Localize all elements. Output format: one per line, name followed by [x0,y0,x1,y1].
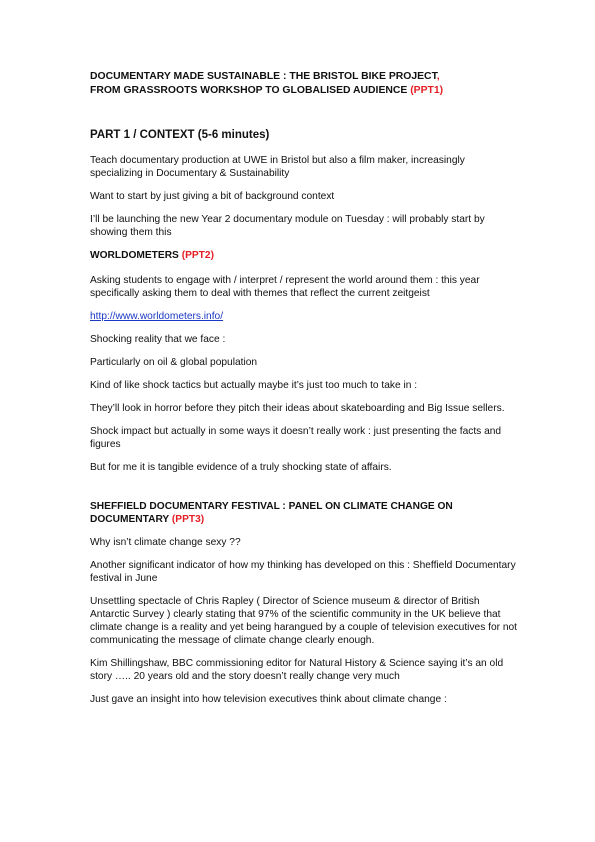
paragraph-shillingshaw: Kim Shillingshaw, BBC commissioning editor for Natural History & Science saying it’s an old story ….. 20 years old and the story doesn’t really change very much [90,658,504,682]
section-sheffield-title-line1: SHEFFIELD DOCUMENTARY FESTIVAL : PANEL ON CLIMATE CHANGE ON [90,501,453,512]
paragraph-background: Want to start by just giving a bit of background context [90,191,335,202]
paragraph-shocking: Shocking reality that we face : [90,334,226,345]
worldometers-link[interactable]: http://www.worldometers.info/ [90,311,224,322]
title-line1: DOCUMENTARY MADE SUSTAINABLE : THE BRISTOL BIKE PROJECT [90,71,437,82]
part-heading: PART 1 / CONTEXT (5-6 minutes) [90,129,270,141]
paragraph-impact: Shock impact but actually in some ways it doesn’t really work : just presenting the facts and figures [90,426,502,450]
paragraph-insight: Just gave an insight into how television executives think about climate change : [90,694,447,705]
paragraph-students: Asking students to engage with / interpret / represent the world around them : this year specifically asking them to deal with themes that reflect the current zeitgeist [90,275,480,299]
section-sheffield-heading [90,500,520,526]
paragraph-evidence: But for me it is tangible evidence of a truly shocking state of affairs. [90,462,392,473]
section-sheffield-title-line2: DOCUMENTARY [90,514,170,525]
section-worldometers-title: WORLDOMETERS [90,250,179,261]
section-worldometers-heading [90,249,520,262]
paragraph-horror: They’ll look in horror before they pitch their ideas about skateboarding and Big Issue sellers. [90,403,505,414]
paragraph-intro: Teach documentary production at UWE in Bristol but also a film maker, increasingly specializing in Documentary & Sustainability [90,155,465,179]
paragraph-climate-sexy: Why isn’t climate change sexy ?? [90,537,241,548]
section-sheffield-tag: (PPT3) [171,514,205,525]
document-title [90,70,520,98]
title-comma: , [436,71,440,82]
document-body [90,70,520,706]
paragraph-shock-tactics: Kind of like shock tactics but actually maybe it’s just too much to take in : [90,380,418,391]
paragraph-rapley: Unsettling spectacle of Chris Rapley ( Director of Science museum & director of British Antarctic Survey ) clearly stating that 97% of the scientific community in the UK believe that climate change is a reality and yet being harangued by a couple of television executives for not communicating the message of climate change clearly enough. [90,596,518,646]
paragraph-indicator: Another significant indicator of how my thinking has developed on this : Sheffield Documentary festival in June [90,560,516,584]
title-slide-tag: (PPT1) [410,85,444,96]
paragraph-oil: Particularly on oil & global population [90,357,258,368]
paragraph-module: I’ll be launching the new Year 2 documentary module on Tuesday : will probably start by showing them this [90,214,485,238]
section-worldometers-tag: (PPT2) [181,250,214,261]
title-line2: FROM GRASSROOTS WORKSHOP TO GLOBALISED AUDIENCE [90,85,408,96]
